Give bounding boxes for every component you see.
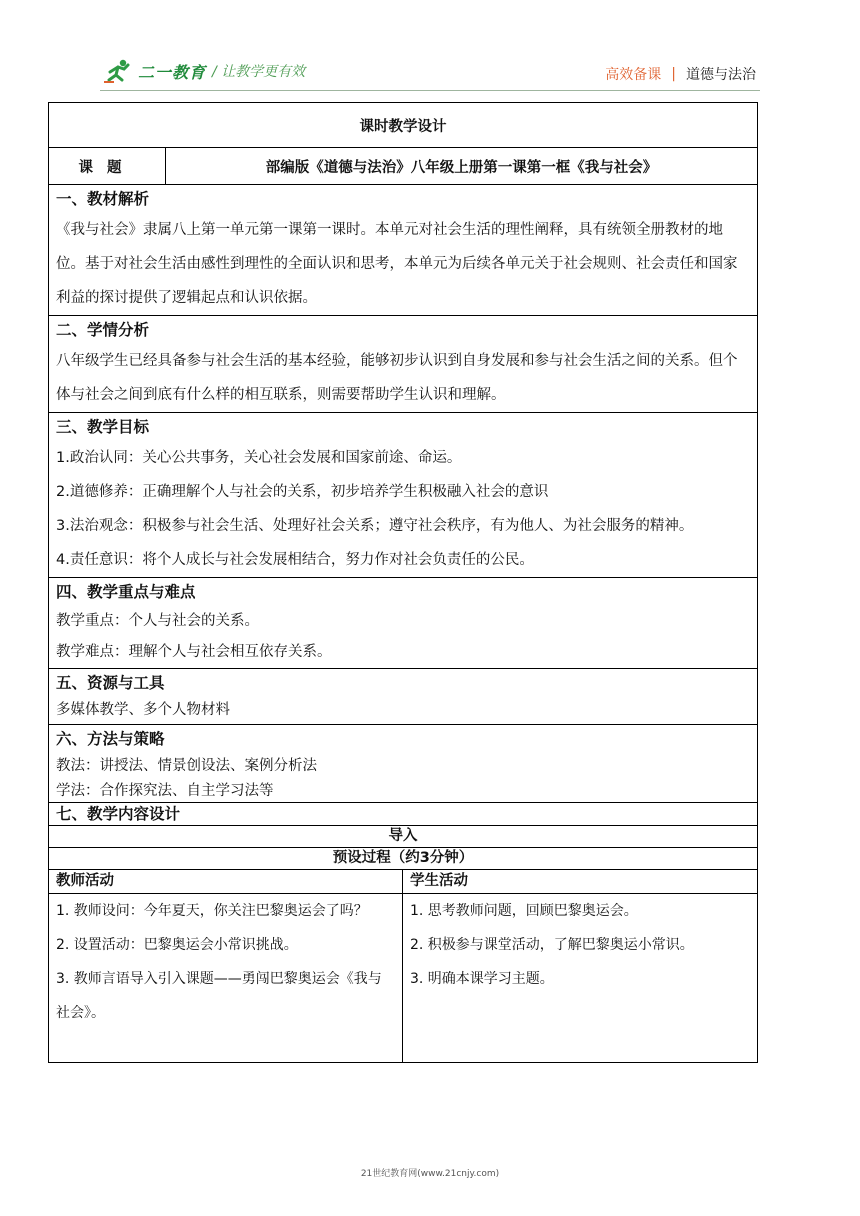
section-text: 八年级学生已经具备参与社会生活的基本经验，能够初步认识到自身发展和参与社会生活之间的关系。但个体与社会之间到底有什么样的相互联系，则需要帮助学生认识和理解。 <box>56 353 738 403</box>
header-divider <box>100 90 760 91</box>
teacher-item: 1. 教师设问：今年夏天，你关注巴黎奥运会了吗？ <box>56 903 368 919</box>
section-heading: 五、资源与工具 <box>56 674 165 692</box>
teacher-activity-header: 教师活动 <box>49 870 403 894</box>
student-item: 1. 思考教师问题，回顾巴黎奥运会。 <box>410 903 638 919</box>
objective-item: 4.责任意识：将个人成长与社会发展相结合，努力作对社会负责任的公民。 <box>56 552 534 568</box>
section-heading: 三、教学目标 <box>56 418 150 436</box>
teacher-item: 2. 设置活动：巴黎奥运会小常识挑战。 <box>56 937 298 953</box>
header-subject: 道德与法治 <box>686 67 756 83</box>
section-content-design <box>49 803 758 826</box>
runner-logo-icon <box>104 58 134 84</box>
section-heading: 六、方法与策略 <box>56 730 165 748</box>
stage-label: 导入 <box>49 826 758 848</box>
student-activity-cell <box>403 894 758 1063</box>
section-students <box>49 316 758 413</box>
section-heading: 二、学情分析 <box>56 321 150 339</box>
student-activity-header: 学生活动 <box>403 870 758 894</box>
section-heading: 七、教学内容设计 <box>56 805 181 823</box>
section-text: 多媒体教学、多个人物材料 <box>56 702 230 718</box>
objective-item: 3.法治观念：积极参与社会生活、处理好社会关系；遵守社会秩序，有为他人、为社会服务的精神。 <box>56 518 694 534</box>
header-separator: | <box>671 66 676 82</box>
method-item: 教法：讲授法、情景创设法、案例分析法 <box>56 758 317 774</box>
objective-item: 2.道德修养：正确理解个人与社会的关系，初步培养学生积极融入社会的意识 <box>56 484 549 500</box>
keypoint-item: 教学重点：个人与社会的关系。 <box>56 613 259 629</box>
topic-label: 课题 <box>49 148 166 185</box>
objective-item: 1.政治认同：关心公共事务，关心社会发展和国家前途、命运。 <box>56 450 462 466</box>
slogan-text: 让教学更有效 <box>221 64 306 80</box>
teacher-activity-cell <box>49 894 403 1063</box>
process-label: 预设过程（约3分钟） <box>49 848 758 870</box>
lesson-plan-table <box>48 102 758 1063</box>
section-keypoints <box>49 578 758 669</box>
brand-slogan: / 让教学更有效 <box>212 64 306 80</box>
student-item: 3. 明确本课学习主题。 <box>410 971 554 987</box>
student-item: 2. 积极参与课堂活动，了解巴黎奥运小常识。 <box>410 937 694 953</box>
brand-logo <box>104 58 305 84</box>
section-objectives <box>49 413 758 578</box>
section-resources <box>49 669 758 725</box>
keypoint-item: 教学难点：理解个人与社会相互依存关系。 <box>56 644 332 660</box>
section-methods <box>49 725 758 803</box>
header-right <box>605 64 756 84</box>
page-header <box>100 56 760 88</box>
doc-title: 课时教学设计 <box>49 103 758 148</box>
header-tag: 高效备课 <box>605 67 662 83</box>
teacher-item: 3. 教师言语导入引入课题——勇闯巴黎奥运会《我与社会》。 <box>56 971 382 1021</box>
section-heading: 四、教学重点与难点 <box>56 583 196 601</box>
section-materials <box>49 185 758 316</box>
method-item: 学法：合作探究法、自主学习法等 <box>56 783 274 799</box>
brand-name: 二一教育 <box>138 62 207 82</box>
section-text: 《我与社会》隶属八上第一单元第一课第一课时。本单元对社会生活的理性阐释，具有统领全册教材的地位。基于对社会生活由感性到理性的全面认识和思考，本单元为后续各单元关于社会规则、社会责任和国家利益的探讨提供了逻辑起点和认识依据。 <box>56 222 738 306</box>
section-heading: 一、教材解析 <box>56 190 150 208</box>
page-footer: 21世纪教育网(www.21cnjy.com) <box>360 1169 500 1179</box>
topic-value: 部编版《道德与法治》八年级上册第一课第一框《我与社会》 <box>166 148 758 185</box>
